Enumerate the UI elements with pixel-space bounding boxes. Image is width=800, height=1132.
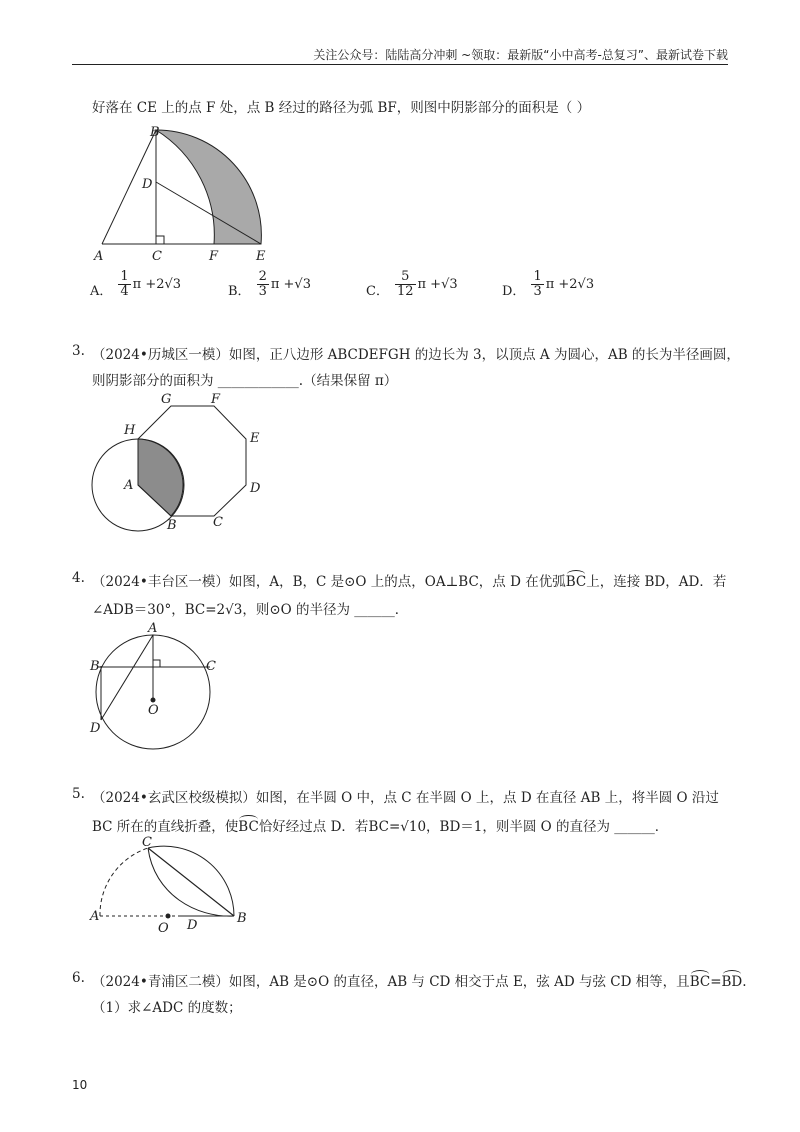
q5-arc-bc: BC: [238, 819, 259, 835]
q5-label-a: A: [90, 909, 100, 924]
q4-arc-bc: BC: [565, 574, 587, 590]
q3-number: 3.: [72, 343, 85, 359]
q4-label-c: C: [206, 659, 216, 674]
q5-text-line1: （2024•玄武区校级模拟）如图，在半圆 O 中，点 C 在半圆 O 上，点 D 在直径 AB 上，将半圆 O 沿过: [92, 790, 719, 806]
q3-label-g: G: [161, 392, 172, 407]
q5-number: 5.: [72, 786, 85, 802]
q3-text-line1: （2024•历城区一模）如图，正八边形 ABCDEFGH 的边长为 3，以顶点 A 为圆心，AB 的长为半径画圆，: [92, 347, 740, 363]
q2-label-f: F: [209, 249, 219, 264]
q5-label-d: D: [187, 918, 198, 933]
q2-label-b: B: [150, 125, 160, 140]
q6-number: 6.: [72, 970, 85, 986]
header-rule: [72, 64, 728, 65]
q3-label-d: D: [250, 481, 261, 496]
q2-option-b: B． $\frac{2}{3}$ π +√3: [228, 269, 311, 299]
page-number: 10: [72, 1078, 88, 1092]
q5-figure: [86, 834, 256, 936]
q6-text-line1: （2024•青浦区二模）如图，AB 是⊙O 的直径，AB 与 CD 相交于点 E，弦 AD 与弦 CD 相等，且BC=BD.: [92, 974, 747, 990]
q2-label-c: C: [152, 249, 162, 264]
q4-number: 4.: [72, 570, 85, 586]
q4-label-a: A: [148, 621, 158, 636]
q4-label-d: D: [90, 721, 101, 736]
q5-label-b: B: [237, 911, 247, 926]
q3-text-line2: 则阴影部分的面积为 ____________.（结果保留 π）: [92, 373, 398, 389]
q5-label-c: C: [142, 835, 152, 850]
q4-label-o: O: [148, 703, 159, 718]
q3-label-a: A: [124, 478, 134, 493]
q2-label-d: D: [142, 177, 153, 192]
q6-arc-bc: BC: [689, 974, 711, 990]
q2-label-e: E: [256, 249, 266, 264]
q6-arc-bd: BD: [721, 974, 743, 990]
q2-figure: [88, 120, 278, 268]
q2-label-a: A: [94, 249, 104, 264]
q3-label-c: C: [213, 515, 223, 530]
q2-text: 好落在 CE 上的点 F 处，点 B 经过的路径为弧 BF，则图中阴影部分的面积是（ ）: [92, 100, 591, 116]
q3-label-h: H: [124, 423, 136, 438]
q5-label-o: O: [158, 921, 169, 936]
q3-label-b: B: [167, 518, 177, 533]
q2-option-a: A． $\frac{1}{4}$ π +2√3: [90, 269, 182, 299]
q2-option-c: C． $\frac{5}{12}$ π +√3: [366, 269, 458, 299]
page-header: 关注公众号：陆陆高分冲刺 ~领取：最新版“小中高考-总复习”、最新试卷下载: [313, 48, 728, 62]
q4-label-b: B: [90, 659, 100, 674]
q5-text-line2: BC 所在的直线折叠，使BC恰好经过点 D．若BC=√10，BD＝1，则半圆 O 的直径为 ______．: [92, 819, 669, 835]
q6-sub1: （1）求∠ADC 的度数；: [92, 1000, 242, 1016]
q3-label-e: E: [250, 431, 260, 446]
q3-figure: [84, 388, 274, 538]
q4-text-line2: ∠ADB＝30°，BC=2√3，则⊙O 的半径为 ______．: [92, 602, 409, 618]
q4-text-line1: （2024•丰台区一模）如图，A，B，C 是⊙O 上的点，OA⊥BC，点 D 在优弧BC上，连接 BD，AD．若: [92, 574, 727, 590]
q2-option-d: D． $\frac{1}{3}$ π +2√3: [502, 269, 595, 299]
q4-figure: [84, 618, 234, 758]
q3-label-f: F: [211, 392, 221, 407]
